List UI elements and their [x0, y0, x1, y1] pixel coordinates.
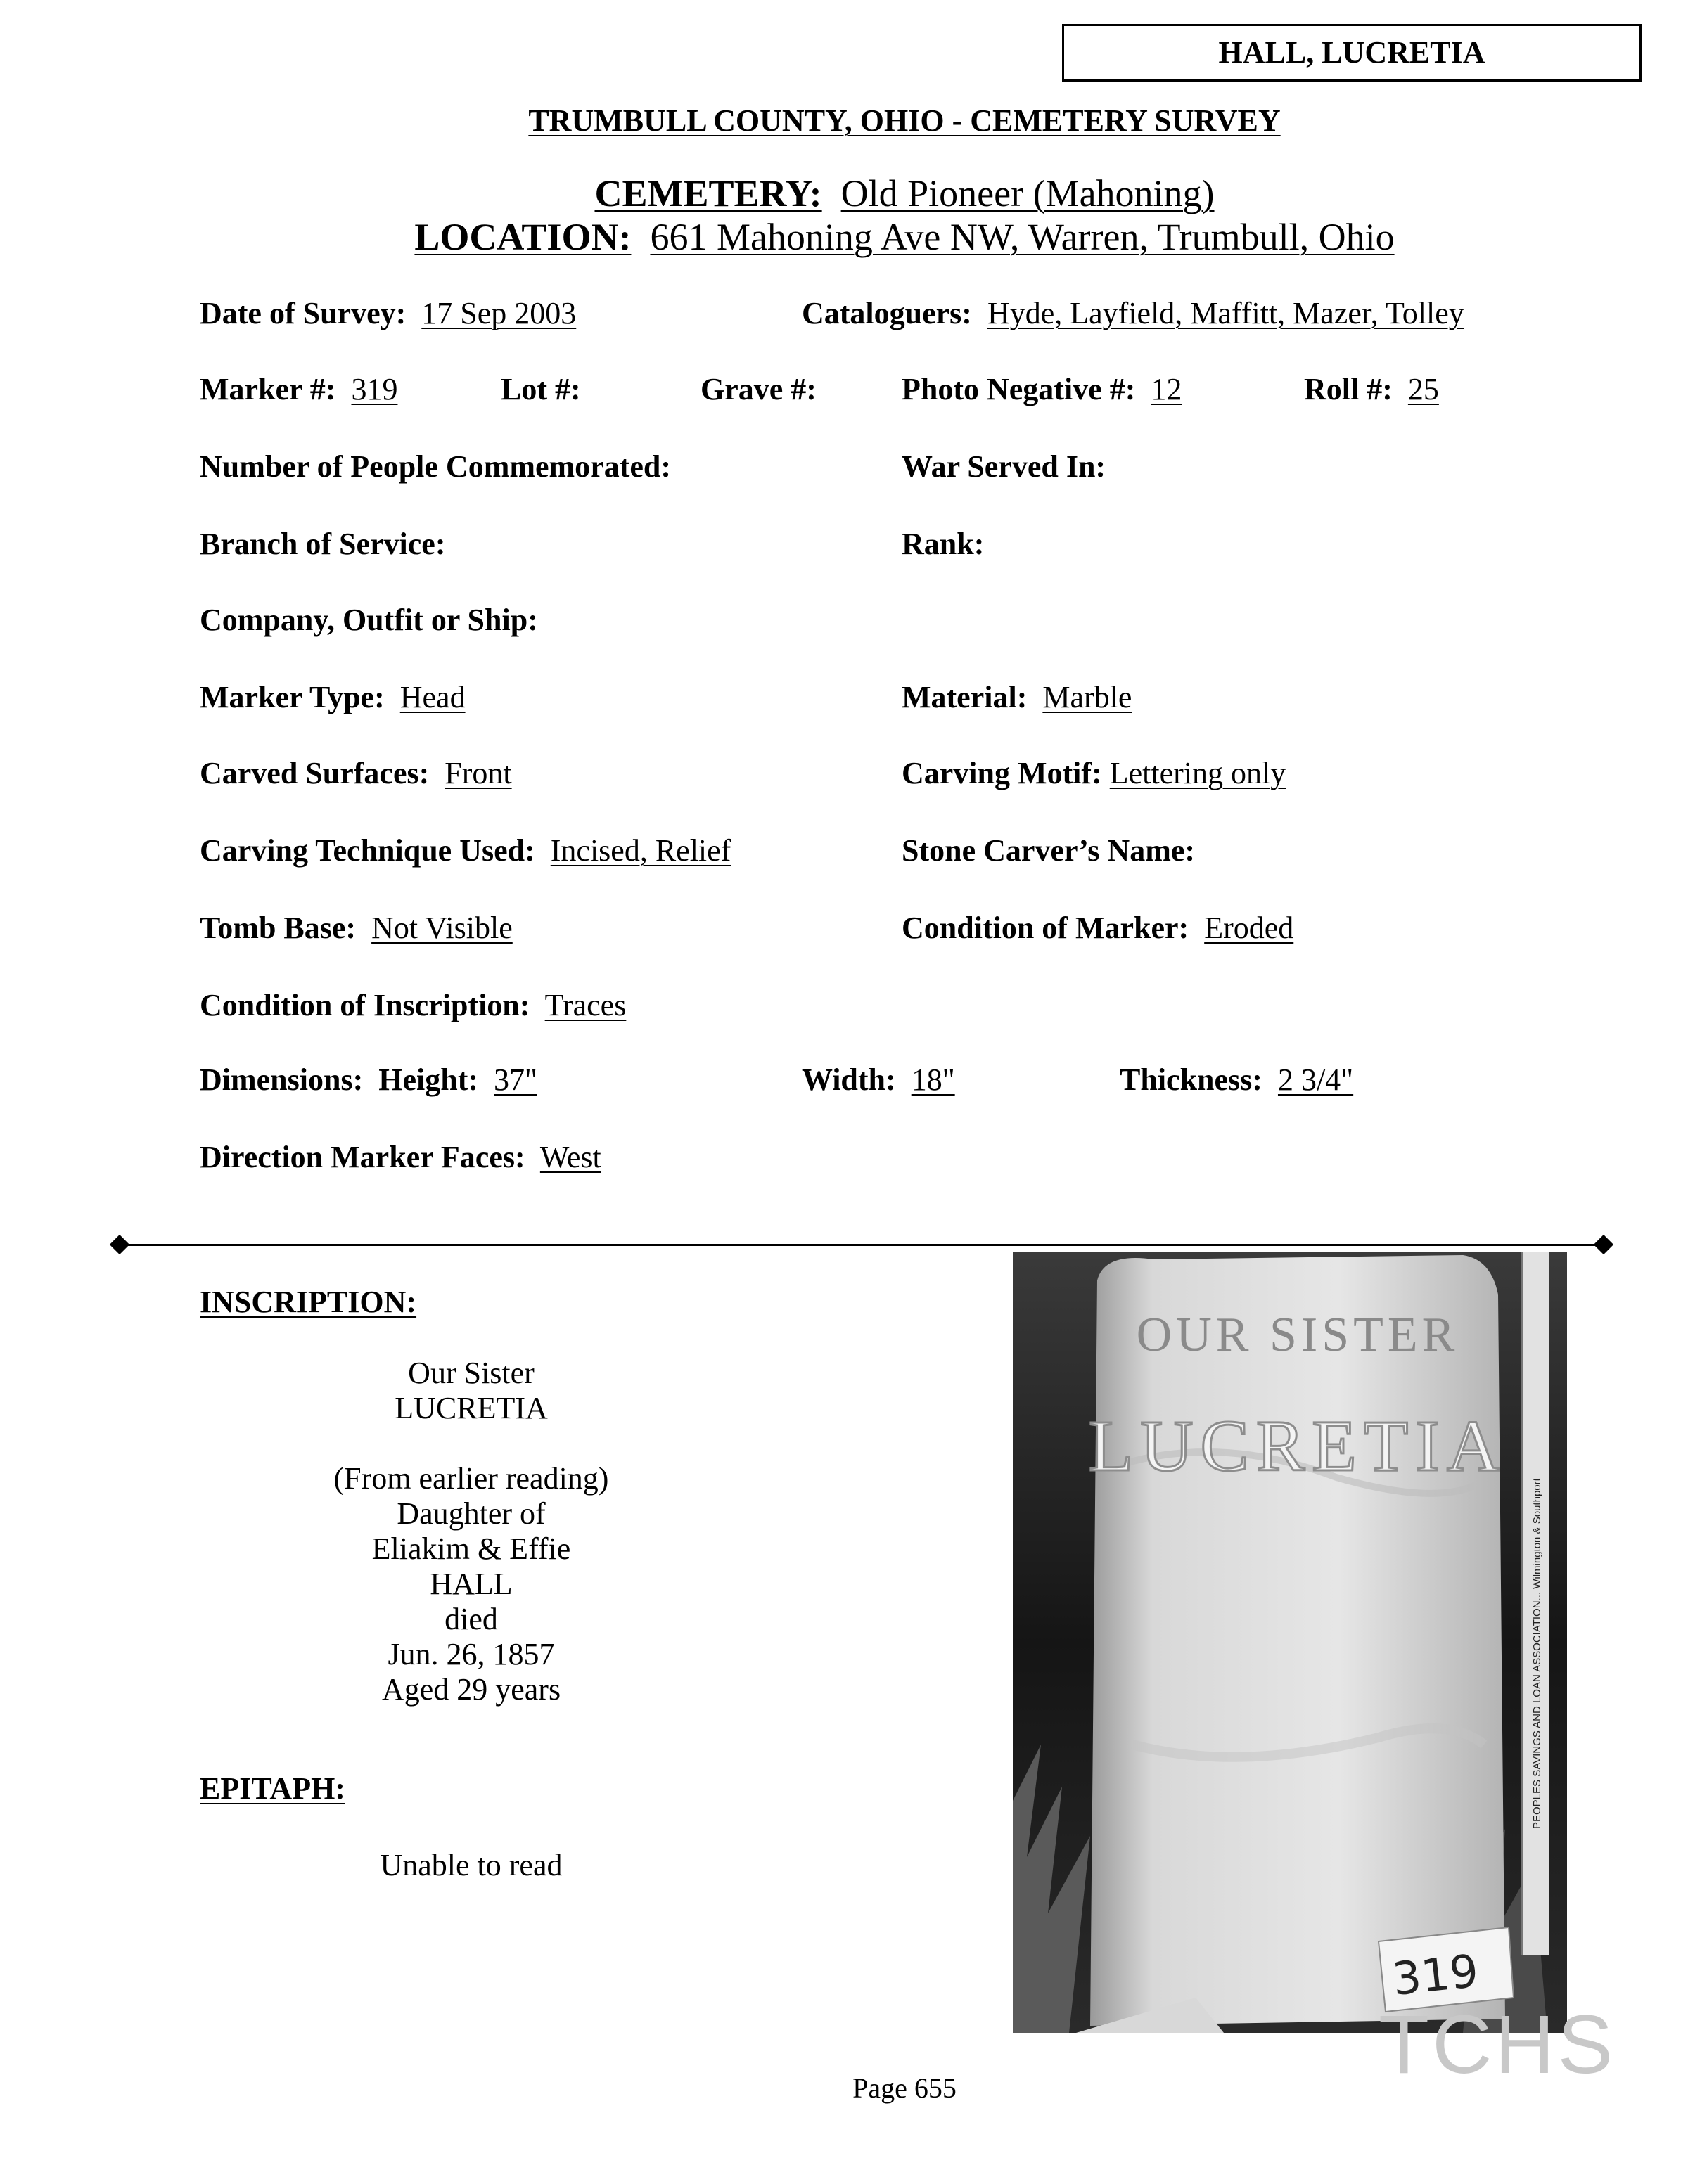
field-value: Lettering only	[1109, 756, 1286, 790]
dimensions-height-field	[200, 1062, 537, 1098]
dimensions-thickness-field	[1120, 1062, 1353, 1098]
cemetery-value: Old Pioneer (Mahoning)	[840, 172, 1215, 214]
condition-of-inscription-field	[200, 987, 626, 1024]
rank-field	[902, 526, 984, 563]
field-value: 25	[1407, 372, 1439, 406]
stone-text-name: LUCRETIA	[1088, 1406, 1507, 1486]
stone-text-top: OUR SISTER	[1136, 1308, 1459, 1362]
section-divider	[120, 1244, 1604, 1246]
field-label: Marker #:	[200, 372, 336, 406]
branch-of-service-field	[200, 526, 445, 563]
marker-tag-number: 319	[1390, 1945, 1481, 2007]
field-label: Stone Carver’s Name:	[902, 833, 1196, 868]
inscription-line: LUCRETIA	[395, 1391, 548, 1425]
cemetery-label: CEMETERY:	[594, 172, 822, 214]
width-label: Width:	[802, 1062, 896, 1097]
survey-title: TRUMBULL COUNTY, OHIO - CEMETERY SURVEY	[528, 103, 1281, 138]
page-number: Page 655	[852, 2072, 957, 2104]
inscription-line: Daughter of	[397, 1496, 546, 1531]
dimensions-width-field	[802, 1062, 955, 1098]
ruler-text: PEOPLES SAVINGS AND LOAN ASSOCIATION... Wilmington & Southport	[1531, 1478, 1543, 1829]
field-label: Condition of Marker:	[902, 911, 1189, 945]
inscription-line: Aged 29 years	[381, 1672, 561, 1707]
field-label: War Served In:	[902, 449, 1106, 484]
war-served-field	[902, 449, 1106, 485]
gravestone-photo	[1013, 1252, 1567, 2033]
field-label: Roll #:	[1304, 372, 1393, 406]
field-label: Condition of Inscription:	[200, 988, 530, 1022]
field-label: Date of Survey:	[200, 296, 407, 330]
inscription-line	[260, 1426, 682, 1461]
height-value: 37"	[494, 1062, 537, 1097]
field-value: 17 Sep 2003	[421, 296, 577, 330]
location-line	[0, 215, 1688, 259]
inscription-line: (From earlier reading)	[333, 1461, 609, 1496]
inscription-line: Eliakim & Effie	[371, 1531, 571, 1566]
field-value: 12	[1151, 372, 1182, 406]
material-field	[902, 679, 1132, 716]
carved-surfaces-field	[200, 755, 512, 792]
cemetery-line	[0, 172, 1688, 215]
stone-carver-field	[902, 833, 1195, 869]
inscription-line: died	[445, 1602, 498, 1636]
field-label: Cataloguers:	[802, 296, 972, 330]
field-value: Head	[399, 680, 466, 714]
field-label: Company, Outfit or Ship:	[200, 603, 538, 637]
condition-of-marker-field	[902, 910, 1293, 946]
marker-type-field	[200, 679, 466, 716]
cataloguers-field	[802, 295, 1464, 332]
grave-number-field	[701, 371, 817, 408]
roll-number-field	[1304, 371, 1439, 408]
field-label: Number of People Commemorated:	[200, 449, 672, 484]
divider-right-diamond-icon	[1594, 1235, 1613, 1254]
field-label: Grave #:	[701, 372, 817, 406]
field-label: Photo Negative #:	[902, 372, 1136, 406]
tchs-watermark: TCHS	[1379, 1998, 1616, 2091]
field-value: Marble	[1042, 680, 1132, 714]
photo-negative-field	[902, 371, 1182, 408]
company-field	[200, 602, 538, 638]
field-label: Rank:	[902, 527, 985, 561]
height-label: Height:	[378, 1062, 479, 1097]
date-of-survey-field	[200, 295, 576, 332]
people-commemorated-field	[200, 449, 671, 485]
epitaph-heading: EPITAPH:	[200, 1771, 345, 1806]
carving-technique-field	[200, 833, 731, 869]
direction-field	[200, 1139, 601, 1176]
field-value: West	[539, 1140, 601, 1174]
field-value: Traces	[544, 988, 627, 1022]
marker-number-field	[200, 371, 397, 408]
thickness-value: 2 3/4"	[1277, 1062, 1354, 1097]
field-label: Carving Technique Used:	[200, 833, 535, 868]
field-label: Tomb Base:	[200, 911, 357, 945]
field-label: Branch of Service:	[200, 527, 446, 561]
inscription-text	[260, 1356, 682, 1707]
divider-left-diamond-icon	[110, 1235, 129, 1254]
inscription-line: HALL	[430, 1567, 513, 1601]
carving-motif-field	[902, 755, 1286, 792]
field-label: Marker Type:	[200, 680, 385, 714]
field-label: Carving Motif:	[902, 756, 1102, 790]
thickness-label: Thickness:	[1120, 1062, 1262, 1097]
field-value: Hyde, Layfield, Maffitt, Mazer, Tolley	[987, 296, 1464, 330]
lot-number-field	[501, 371, 581, 408]
field-value: Not Visible	[371, 911, 513, 945]
tomb-base-field	[200, 910, 513, 946]
field-value: Incised, Relief	[550, 833, 731, 868]
gravestone-photo-illustration	[1013, 1252, 1567, 2033]
width-value: 18"	[911, 1062, 955, 1097]
inscription-line: Jun. 26, 1857	[388, 1637, 555, 1671]
field-value: 319	[351, 372, 398, 406]
inscription-heading: INSCRIPTION:	[200, 1285, 417, 1319]
field-value: Eroded	[1204, 911, 1294, 945]
location-value: 661 Mahoning Ave NW, Warren, Trumbull, Ohio	[650, 216, 1395, 258]
field-label: Carved Surfaces:	[200, 756, 430, 790]
field-label: Dimensions:	[200, 1062, 364, 1097]
field-value: Front	[445, 756, 512, 790]
record-name-box: HALL, LUCRETIA	[1062, 24, 1642, 82]
field-label: Lot #:	[501, 372, 581, 406]
location-label: LOCATION:	[414, 216, 632, 258]
field-label: Material:	[902, 680, 1028, 714]
epitaph-text: Unable to read	[380, 1848, 563, 1882]
field-label: Direction Marker Faces:	[200, 1140, 525, 1174]
inscription-line: Our Sister	[408, 1356, 535, 1390]
